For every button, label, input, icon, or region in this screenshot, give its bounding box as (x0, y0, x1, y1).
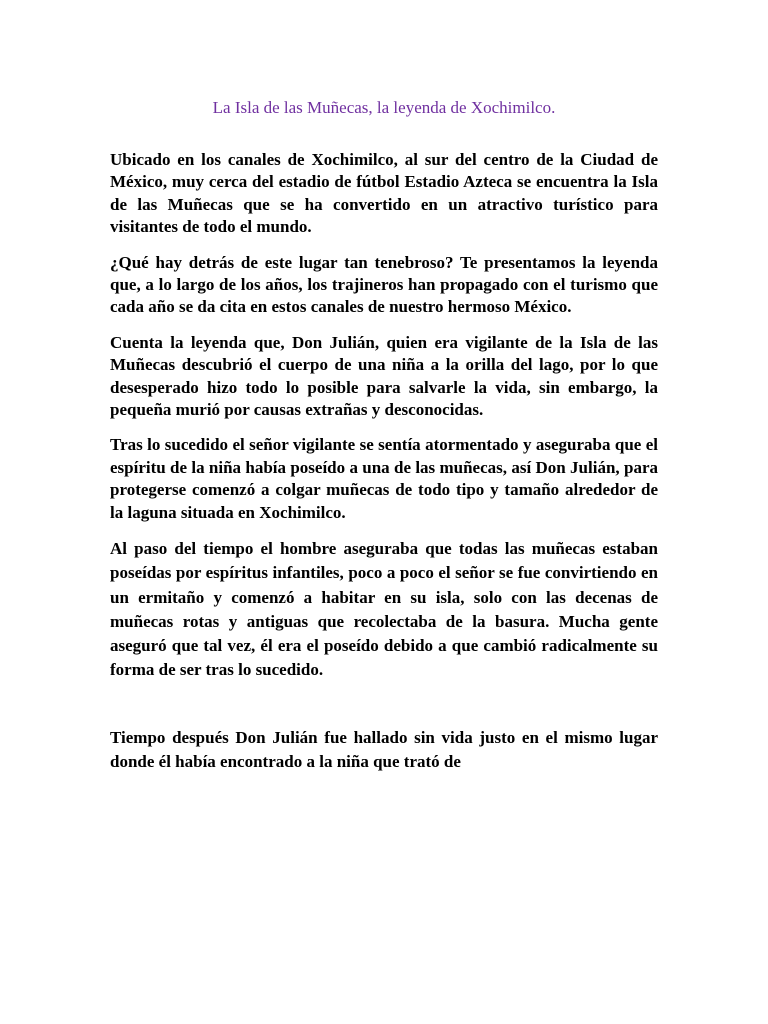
paragraph-3: Cuenta la leyenda que, Don Julián, quien era vigilante de la Isla de las Muñecas descubrió el cuerpo de una niña a la orilla del lago, por lo que desesperado hizo todo lo posible para salvarle la vida, sin embargo, la pequeña murió por causas extrañas y desconocidas. (110, 332, 658, 420)
paragraph-4: Tras lo sucedido el señor vigilante se sentía atormentado y aseguraba que el espíritu de la niña había poseído a una de las muñecas, así Don Julián, para protegerse comenzó a colgar muñecas de todo tipo y tamaño alrededor de la laguna situada en Xochimilco. (110, 435, 658, 522)
paragraph-6: Tiempo después Don Julián fue hallado sin vida justo en el mismo lugar donde él había encontrado a la niña que trató de (110, 728, 658, 772)
paragraph-2: ¿Qué hay detrás de este lugar tan tenebroso? Te presentamos la leyenda que, a lo largo de los años, los trajineros han propagado con el turismo que cada año se da cita en estos canales de nuestro hermoso México. (110, 252, 658, 317)
paragraph-5: Al paso del tiempo el hombre aseguraba que todas las muñecas estaban poseídas por espíritus infantiles, poco a poco el señor se fue convirtiendo en un ermitaño y comenzó a habitar en su isla, solo con las decenas de muñecas rotas y antiguas que recolectaba de la basura. Mucha gente aseguró que tal vez, él era el poseído debido a que cambió radicalmente su forma de ser tras lo sucedido. (110, 539, 658, 680)
paragraph-1: Ubicado en los canales de Xochimilco, al sur del centro de la Ciudad de México, muy cerca del estadio de fútbol Estadio Azteca se encuentra la Isla de las Muñecas que se ha convertido en un atractivo turístico para visitantes de todo el mundo. (110, 150, 658, 237)
document-title: La Isla de las Muñecas, la leyenda de Xochimilco. (212, 98, 556, 117)
